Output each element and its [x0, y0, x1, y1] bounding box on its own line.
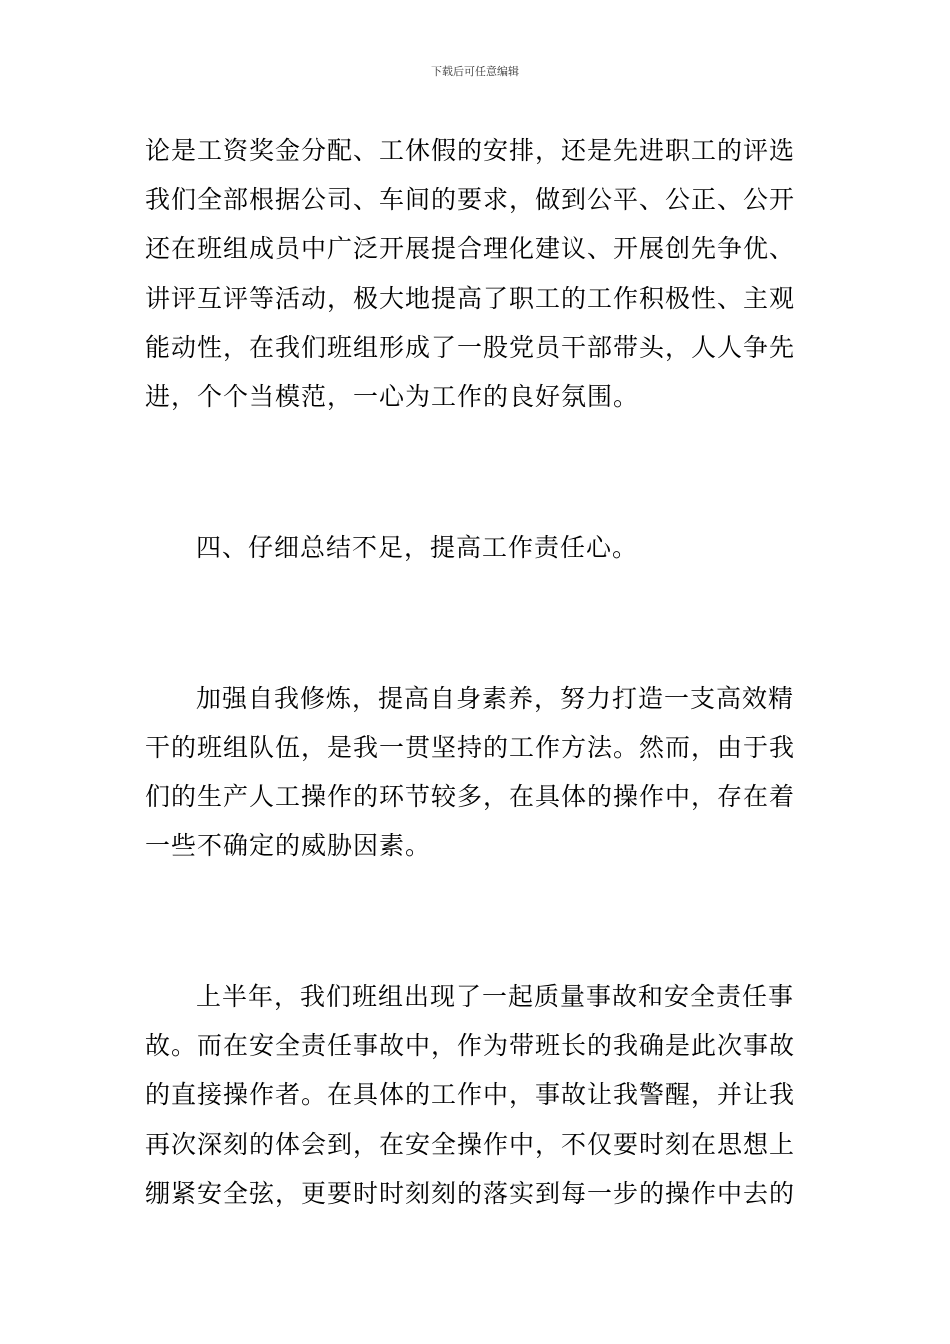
text-line: 绷紧安全弦，更要时时刻刻的落实到每一步的操作中去的	[145, 1179, 796, 1208]
page-header: 下载后可任意编辑	[431, 65, 519, 78]
heading-line: 四、仔细总结不足，提高工作责任心。	[196, 533, 639, 562]
text-line: 故。而在安全责任事故中，作为带班长的我确是此次事故	[145, 1031, 796, 1060]
text-line: 讲评互评等活动，极大地提高了职工的工作积极性、主观	[145, 284, 796, 313]
text-line: 还在班组成员中广泛开展提合理化建议、开展创先争优、	[145, 234, 796, 263]
text-line: 进，个个当模范，一心为工作的良好氛围。	[145, 382, 640, 411]
text-line: 再次深刻的体会到，在安全操作中，不仅要时刻在思想上	[145, 1130, 796, 1159]
text-line: 上半年，我们班组出现了一起质量事故和安全责任事	[196, 982, 795, 1011]
text-line: 能动性，在我们班组形成了一股党员干部带头，人人争先	[145, 333, 796, 362]
text-line: 们的生产人工操作的环节较多，在具体的操作中，存在着	[145, 782, 796, 811]
text-line: 论是工资奖金分配、工休假的安排，还是先进职工的评选	[145, 136, 796, 165]
text-line: 干的班组队伍，是我一贯坚持的工作方法。然而，由于我	[145, 733, 796, 762]
text-line: 加强自我修炼，提高自身素养，努力打造一支高效精	[196, 684, 795, 713]
text-line: 我们全部根据公司、车间的要求，做到公平、公正、公开	[145, 185, 796, 214]
text-line: 一些不确定的威胁因素。	[145, 831, 432, 860]
text-line: 的直接操作者。在具体的工作中，事故让我警醒，并让我	[145, 1080, 796, 1109]
